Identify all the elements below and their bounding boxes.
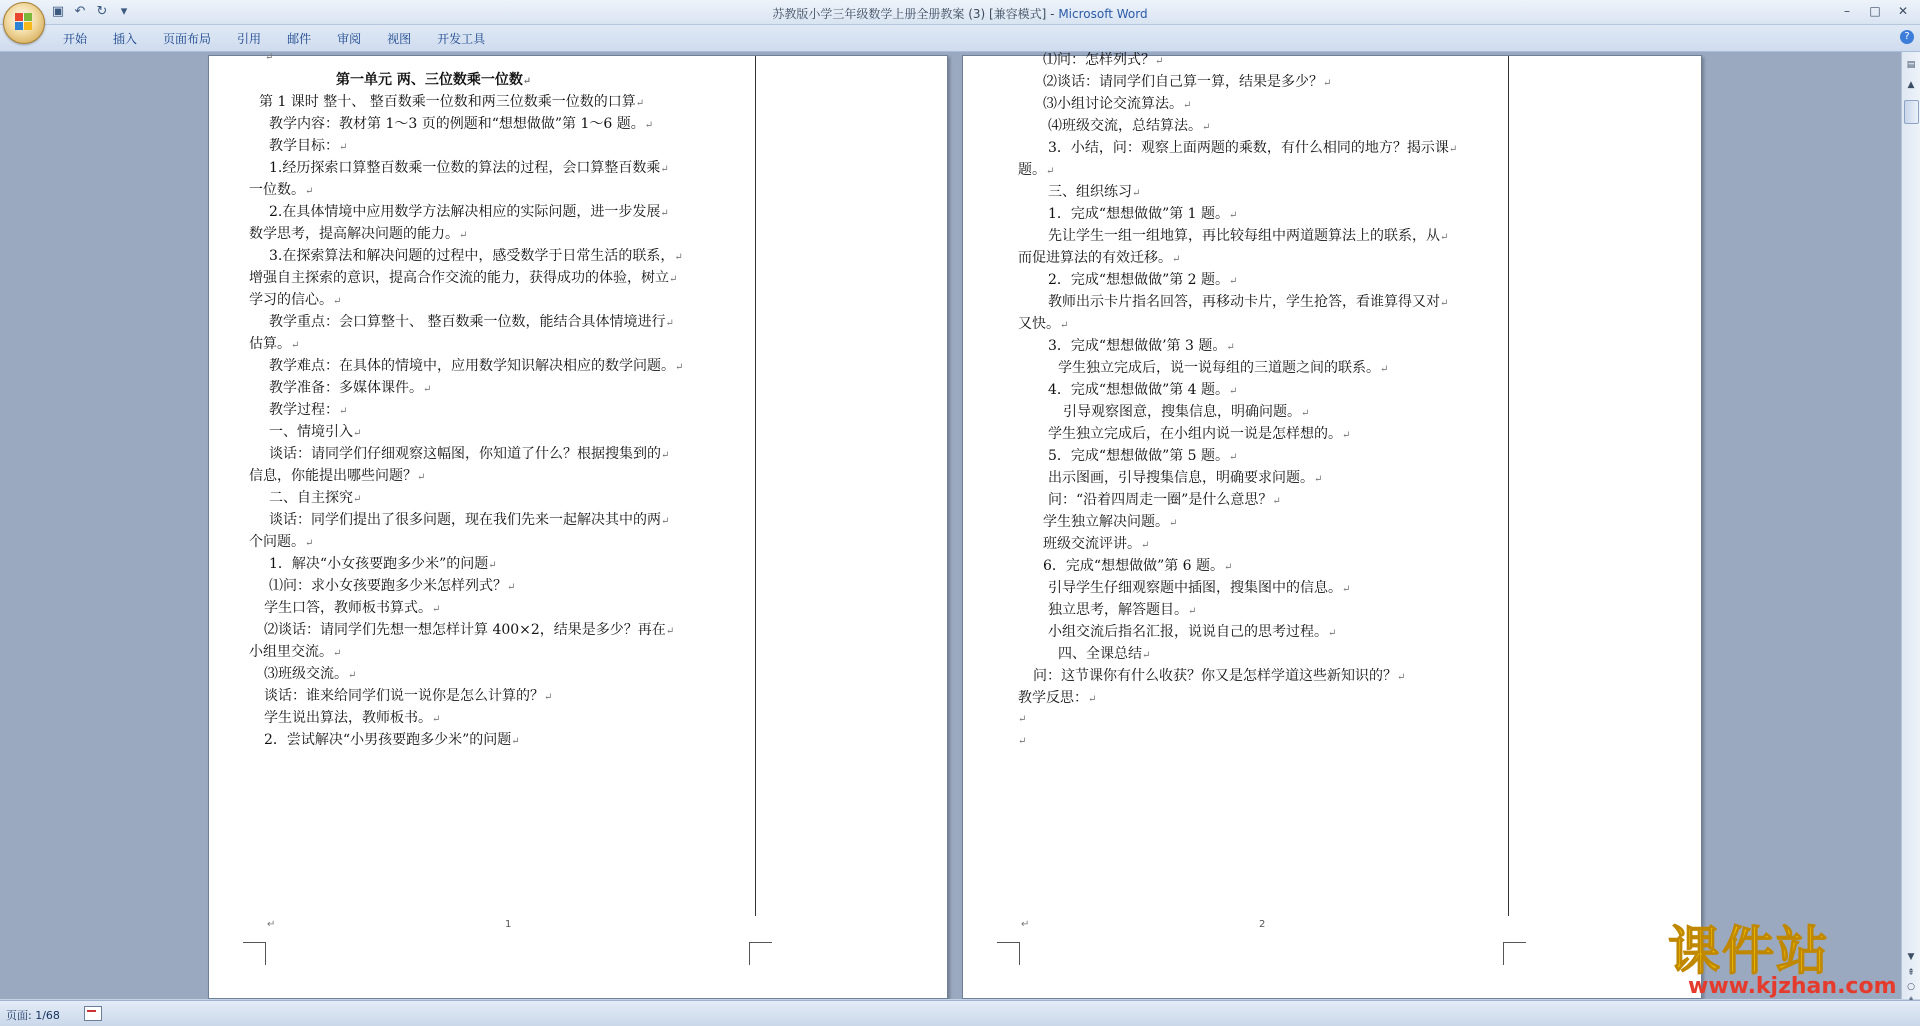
select-browse-object-icon[interactable]: ○ — [1907, 982, 1915, 992]
document-line[interactable]: 学生独立完成后，说一说每组的三道题之间的联系。↵ — [1058, 360, 1389, 376]
paragraph-mark: ↵ — [432, 714, 441, 725]
office-logo-icon — [15, 13, 33, 31]
document-line[interactable]: 谈话：同学们提出了很多问题，现在我们先来一起解决其中的两↵ — [269, 512, 670, 528]
document-line[interactable]: 出示图画，引导搜集信息，明确要求问题。↵ — [1048, 470, 1323, 486]
paragraph-mark: ↵ — [1132, 188, 1141, 199]
page-1[interactable] — [208, 52, 948, 999]
proofing-status-icon[interactable] — [84, 1006, 102, 1021]
document-line[interactable]: 引导观察图意，搜集信息，明确问题。↵ — [1063, 404, 1310, 420]
help-icon[interactable]: ? — [1900, 30, 1914, 44]
window-controls — [1834, 2, 1916, 20]
paragraph-mark: ↵ — [1141, 540, 1150, 551]
page-indicator[interactable]: 页面: 1/68 — [6, 1009, 60, 1022]
unit-heading[interactable]: 第一单元 两、三位数乘一位数↵ — [336, 72, 532, 88]
document-line[interactable]: 四、全课总结↵ — [1058, 646, 1151, 662]
document-line[interactable]: 估算。↵ — [249, 336, 300, 352]
paragraph-mark: ↵ — [1328, 628, 1337, 639]
document-line[interactable]: 一、情境引入↵ — [269, 424, 362, 440]
document-line[interactable]: 1．完成“想想做做”第 1 题。↵ — [1048, 206, 1238, 222]
document-title: 苏教版小学三年级数学上册全册教案 (3) [兼容模式] - — [772, 7, 1059, 21]
minimize-icon[interactable]: – — [1844, 4, 1850, 18]
document-line[interactable]: ⑵谈话：请同学们自己算一算，结果是多少？↵ — [1043, 74, 1332, 90]
page-number: 1 — [505, 919, 512, 930]
paragraph-mark: ↵ — [1342, 430, 1351, 441]
paragraph-mark: ↵ — [1188, 606, 1197, 617]
paragraph-mark: ↵ — [507, 582, 516, 593]
document-line[interactable]: 引导学生仔细观察题中插图，搜集图中的信息。↵ — [1048, 580, 1351, 596]
paragraph-mark: ↵ — [1229, 276, 1238, 287]
document-line[interactable]: 学生独立解决问题。↵ — [1043, 514, 1178, 530]
customize-dropdown-icon[interactable]: ▾ — [120, 4, 128, 19]
watermark-logo — [1668, 922, 1898, 999]
paragraph-mark: ↵ — [339, 142, 348, 153]
paragraph-mark: ↵ — [417, 472, 426, 483]
paragraph-mark: ↵ — [423, 384, 432, 395]
previous-page-icon[interactable]: ⇞ — [1907, 968, 1915, 978]
paragraph-mark: ↵ — [644, 120, 654, 131]
paragraph-mark: ↵ — [665, 318, 674, 329]
document-line[interactable]: 三、组织练习↵ — [1048, 184, 1141, 200]
document-line[interactable]: 又快。↵ — [1018, 316, 1069, 332]
paragraph-mark: ↵ — [291, 340, 300, 351]
paragraph-mark: ↵ — [305, 538, 314, 549]
document-line[interactable]: 5．完成“想想做做”第 5 题。↵ — [1048, 448, 1238, 464]
document-line[interactable]: 3．完成“想想做做’第 3 题。↵ — [1048, 338, 1235, 354]
document-line[interactable]: 2.在具体情境中应用数学方法解决相应的实际问题，进一步发展↵ — [269, 204, 669, 220]
status-bar — [0, 1000, 1920, 1026]
document-line[interactable]: 学习的信心。↵ — [249, 292, 342, 308]
paragraph-mark: ↵ — [1397, 672, 1406, 683]
paragraph-mark: ↵ — [1018, 714, 1027, 725]
document-line[interactable]: ⑷班级交流，总结算法。↵ — [1048, 118, 1211, 134]
paragraph-mark: ↵ — [1323, 78, 1332, 89]
document-area[interactable] — [0, 52, 1902, 999]
paragraph-mark: ↵ — [1229, 210, 1238, 221]
paragraph-mark: ↵ — [305, 186, 314, 197]
document-line[interactable]: 6．完成“想想做做”第 6 题。↵ — [1043, 558, 1233, 574]
tab-references[interactable]: 引用 — [237, 32, 262, 46]
paragraph-mark: ↵ — [1021, 919, 1030, 930]
document-line[interactable]: 教学反思：↵ — [1018, 690, 1097, 706]
page-number: 2 — [1259, 919, 1266, 930]
paragraph-mark: ↵ — [459, 230, 468, 241]
document-line[interactable]: 第 1 课时 整十、 整百数乘一位数和两三位数乘一位数的口算↵ — [259, 94, 645, 110]
document-line[interactable]: 先让学生一组一组地算，再比较每组中两道题算法上的联系，从↵ — [1048, 228, 1449, 244]
page-1-text[interactable] — [209, 52, 947, 916]
paragraph-mark: ↵ — [1155, 56, 1164, 67]
paragraph-mark: ↵ — [1448, 144, 1458, 155]
document-line[interactable]: 3.在探索算法和解决问题的过程中，感受数学于日常生活的联系，↵ — [269, 248, 683, 264]
document-line[interactable]: 4．完成“想想做做”第 4 题。↵ — [1048, 382, 1238, 398]
document-line[interactable]: 一位数。↵ — [249, 182, 314, 198]
document-line[interactable]: 教学难点：在具体的情境中，应用数学知识解决相应的数学问题。↵ — [269, 358, 684, 374]
tab-home[interactable]: 开始 — [63, 32, 88, 46]
document-line[interactable]: 班级交流评讲。↵ — [1043, 536, 1150, 552]
paragraph-mark: ↵ — [1018, 736, 1027, 747]
paragraph-mark: ↵ — [353, 494, 362, 505]
paragraph-mark: ↵ — [1226, 342, 1235, 353]
document-line[interactable]: 教学目标：↵ — [269, 138, 348, 154]
document-line[interactable]: 增强自主探索的意识，提高合作交流的能力，获得成功的体验，树立↵ — [249, 270, 678, 286]
paragraph-mark: ↵ — [348, 670, 357, 681]
paragraph-mark: ↵ — [544, 692, 553, 703]
document-line[interactable]: ⑴问：怎样列式？↵ — [1043, 52, 1164, 68]
document-line[interactable]: ⑶小组讨论交流算法。↵ — [1043, 96, 1192, 112]
crop-mark-left — [243, 942, 266, 965]
document-line[interactable]: 3．小结，问：观察上面两题的乘数，有什么相同的地方？揭示课↵ — [1048, 140, 1458, 156]
document-line[interactable]: 谈话：请同学们仔细观察这幅图，你知道了什么？根据搜集到的↵ — [269, 446, 670, 462]
paragraph-mark: ↵ — [267, 919, 276, 930]
page-2-text[interactable] — [963, 52, 1701, 916]
paragraph-mark: ↵ — [1183, 100, 1192, 111]
document-line[interactable]: 1.经历探索口算整百数乘一位数的算法的过程，会口算整百数乘↵ — [269, 160, 669, 176]
document-line[interactable]: 题。↵ — [1018, 162, 1055, 178]
text-cursor: ↵ — [265, 52, 274, 63]
crop-mark-right — [749, 942, 772, 965]
document-line[interactable]: 学生口答，教师板书算式。↵ — [264, 600, 441, 616]
document-line[interactable]: 教学准备：多媒体课件。↵ — [269, 380, 432, 396]
scrollbar-thumb[interactable] — [1904, 100, 1919, 124]
paragraph-mark: ↵ — [675, 362, 684, 373]
ruler-toggle-icon[interactable]: ▤ — [1906, 60, 1916, 70]
document-line[interactable]: 独立思考，解答题目。↵ — [1048, 602, 1197, 618]
tab-developer[interactable]: 开发工具 — [437, 32, 486, 46]
tab-view[interactable]: 视图 — [387, 32, 412, 46]
ribbon-tab-bar — [0, 25, 1920, 52]
undo-icon[interactable]: ↶ — [74, 4, 86, 19]
document-line[interactable]: 信息，你能提出哪些问题？↵ — [249, 468, 426, 484]
document-line[interactable]: 谈话：谁来给同学们说一说你是怎么计算的？↵ — [264, 688, 553, 704]
document-line[interactable]: 二、自主探究↵ — [269, 490, 362, 506]
scroll-up-icon[interactable]: ▲ — [1907, 80, 1915, 90]
title-bar — [0, 0, 1920, 25]
paragraph-mark: ↵ — [333, 296, 342, 307]
document-line[interactable]: 教学过程：↵ — [269, 402, 348, 418]
document-line[interactable]: ⑵谈话：请同学们先想一想怎样计算 400×2，结果是多少？再在↵ — [264, 622, 675, 638]
tab-mailings[interactable]: 邮件 — [287, 32, 312, 46]
paragraph-mark: ↵ — [661, 516, 670, 527]
paragraph-mark: ↵ — [1046, 166, 1055, 177]
page-2[interactable] — [962, 52, 1702, 999]
watermark-name: 课件站 — [1668, 922, 1831, 982]
save-icon[interactable]: ▣ — [51, 4, 65, 19]
paragraph-mark: ↵ — [1380, 364, 1389, 375]
paragraph-mark: ↵ — [665, 626, 675, 637]
paragraph-mark: ↵ — [1088, 694, 1097, 705]
app-name: Microsoft Word — [1058, 7, 1148, 21]
document-line[interactable]: 数学思考，提高解决问题的能力。↵ — [249, 226, 468, 242]
document-line[interactable]: 而促进算法的有效迁移。↵ — [1018, 250, 1181, 266]
paragraph-mark: ↵ — [660, 164, 669, 175]
paragraph-mark: ↵ — [674, 252, 683, 263]
tab-review[interactable]: 审阅 — [337, 32, 362, 46]
paragraph-mark: ↵ — [660, 208, 669, 219]
paragraph-mark: ↵ — [661, 450, 670, 461]
paragraph-mark: ↵ — [522, 76, 532, 87]
tab-page-layout[interactable]: 页面布局 — [163, 32, 212, 46]
document-line[interactable]: 问：这节课你有什么收获？你又是怎样学道这些新知识的？↵ — [1033, 668, 1406, 684]
crop-mark-left — [997, 942, 1020, 965]
window-title — [0, 5, 1920, 22]
document-line[interactable]: 学生说出算法，教师板书。↵ — [264, 710, 441, 726]
paragraph-mark: ↵ — [1301, 408, 1310, 419]
document-line[interactable]: 小组里交流。↵ — [249, 644, 342, 660]
document-line[interactable]: 2．尝试解决“小男孩要跑多少米”的问题↵ — [264, 732, 520, 748]
document-line[interactable]: ⑶班级交流。↵ — [264, 666, 357, 682]
document-line[interactable]: 教学重点：会口算整十、 整百数乘一位数，能结合具体情境进行↵ — [269, 314, 674, 330]
paragraph-mark: ↵ — [1229, 452, 1238, 463]
paragraph-mark: ↵ — [1169, 518, 1178, 529]
paragraph-mark: ↵ — [1172, 254, 1181, 265]
document-line[interactable]: 教师出示卡片指名回答，再移动卡片，学生抢答，看谁算得又对↵ — [1048, 294, 1449, 310]
close-icon[interactable]: ✕ — [1897, 4, 1909, 18]
paragraph-mark: ↵ — [511, 736, 520, 747]
tab-insert[interactable]: 插入 — [113, 32, 138, 46]
redo-icon[interactable]: ↻ — [96, 4, 108, 19]
paragraph-mark: ↵ — [1440, 298, 1449, 309]
paragraph-mark: ↵ — [1224, 562, 1233, 573]
document-line[interactable]: ⑴问：求小女孩要跑多少米怎样列式？↵ — [269, 578, 516, 594]
paragraph-mark: ↵ — [1314, 474, 1323, 485]
paragraph-mark: ↵ — [488, 560, 497, 571]
office-button[interactable] — [3, 2, 45, 44]
watermark-url: www.kjzhan.com — [1688, 974, 1897, 999]
crop-mark-right — [1503, 942, 1526, 965]
paragraph-mark: ↵ — [333, 648, 342, 659]
document-line[interactable]: 学生独立完成后，在小组内说一说是怎样想的。↵ — [1048, 426, 1351, 442]
paragraph-mark: ↵ — [353, 428, 362, 439]
paragraph-mark: ↵ — [1342, 584, 1351, 595]
document-line[interactable]: 1．解决“小女孩要跑多少米”的问题↵ — [269, 556, 497, 572]
document-line[interactable]: 个问题。↵ — [249, 534, 314, 550]
document-line[interactable]: 小组交流后指名汇报，说说自己的思考过程。↵ — [1048, 624, 1337, 640]
document-line[interactable]: 问：“沿着四周走一圈”是什么意思？↵ — [1048, 492, 1281, 508]
paragraph-mark: ↵ — [339, 406, 348, 417]
paragraph-mark: ↵ — [635, 98, 645, 109]
maximize-icon[interactable]: □ — [1869, 4, 1881, 18]
paragraph-mark: ↵ — [1229, 386, 1238, 397]
paragraph-mark: ↵ — [1202, 122, 1211, 133]
vertical-scrollbar[interactable] — [1901, 52, 1920, 999]
document-line[interactable]: 2．完成“想想做做”第 2 题。↵ — [1048, 272, 1238, 288]
paragraph-mark: ↵ — [1142, 650, 1151, 661]
paragraph-mark: ↵ — [1272, 496, 1281, 507]
paragraph-mark: ↵ — [669, 274, 678, 285]
paragraph-mark: ↵ — [1060, 320, 1069, 331]
document-line[interactable]: 教学内容：教材第 1～3 页的例题和“想想做做”第 1～6 题。↵ — [269, 116, 654, 132]
paragraph-mark: ↵ — [432, 604, 441, 615]
paragraph-mark: ↵ — [1440, 232, 1449, 243]
ribbon-tabs — [50, 29, 498, 49]
scroll-down-icon[interactable]: ▼ — [1907, 952, 1915, 962]
